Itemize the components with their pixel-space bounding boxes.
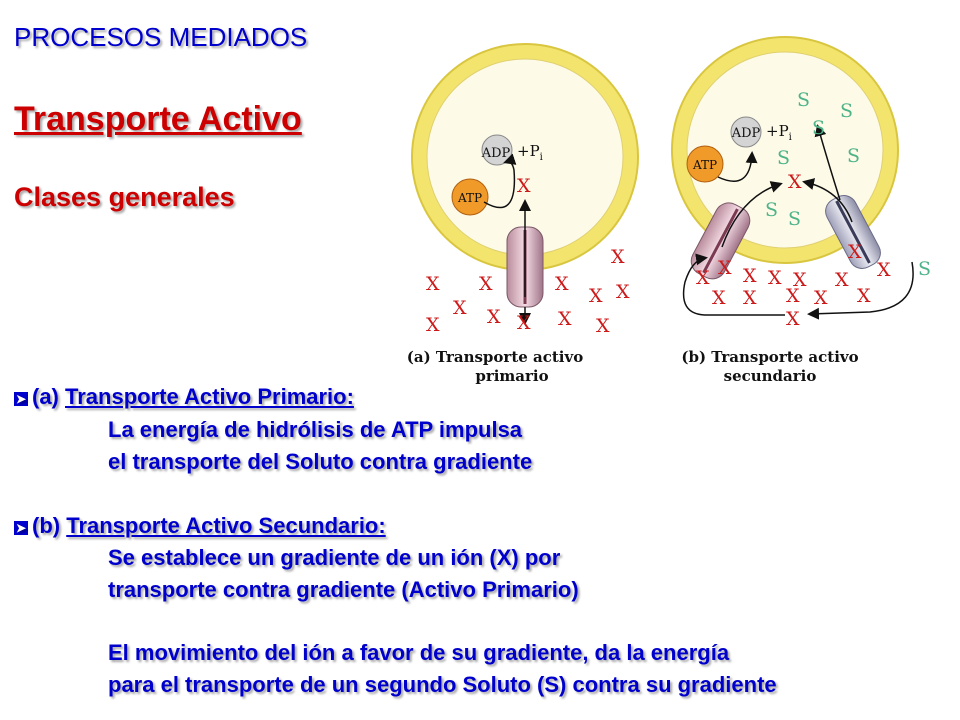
ion-x: X bbox=[558, 308, 572, 330]
ion-x: X bbox=[611, 246, 625, 268]
panel-a bbox=[407, 44, 638, 385]
ion-x: X bbox=[793, 269, 807, 291]
ion-x: X bbox=[848, 241, 862, 263]
ion-x: X bbox=[589, 285, 603, 307]
arrow-bullet-icon: ➤ bbox=[15, 392, 27, 406]
ion-x: X bbox=[718, 257, 732, 279]
bullet-a-prefix: (a) bbox=[32, 384, 59, 409]
bullet-a-line1: La energía de hidrólisis de ATP impulsa bbox=[108, 417, 523, 442]
ion-x: X bbox=[517, 175, 531, 197]
caption-b-line2: secundario bbox=[723, 367, 817, 385]
adp-label-a: ADP bbox=[481, 146, 511, 161]
bullet-b-line2: transporte contra gradiente (Activo Primario) bbox=[108, 577, 579, 602]
subtitle: Clases generales bbox=[14, 182, 235, 212]
pi-label-b: $+P_i$ bbox=[766, 122, 792, 143]
pi-label-a: $+P_i$ bbox=[517, 142, 543, 163]
solute-s: S bbox=[765, 199, 779, 221]
ion-x: X bbox=[835, 269, 849, 291]
ion-x: X bbox=[814, 287, 828, 309]
bullet-b-title: Transporte Activo Secundario: bbox=[66, 513, 386, 538]
bullet-b-line1: Se establece un gradiente de un ión (X) por bbox=[108, 545, 561, 570]
ion-x: X bbox=[857, 285, 871, 307]
ion-x: X bbox=[487, 306, 501, 328]
bullet-a-title: Transporte Activo Primario: bbox=[65, 384, 354, 409]
solute-s: S bbox=[812, 117, 826, 139]
ion-x: X bbox=[596, 315, 610, 337]
solute-s: S bbox=[797, 89, 811, 111]
solute-s: S bbox=[788, 208, 802, 230]
arrow-bullet-icon: ➤ bbox=[15, 521, 27, 535]
bullet-b-line3: El movimiento del ión a favor de su gradiente, da la energía bbox=[108, 640, 730, 665]
ion-x: X bbox=[877, 259, 891, 281]
panel-b bbox=[672, 37, 931, 385]
caption-a-line1: (a) Transporte activo bbox=[406, 348, 584, 366]
solute-s: S bbox=[918, 258, 932, 280]
ion-x: X bbox=[696, 267, 710, 289]
solute-s: S bbox=[847, 145, 861, 167]
ion-x: X bbox=[426, 314, 440, 336]
transport-figure bbox=[400, 22, 960, 392]
ion-x: X bbox=[786, 285, 800, 307]
bullet-b-line4: para el transporte de un segundo Soluto (S) contra su gradiente bbox=[108, 672, 777, 697]
ion-x: X bbox=[743, 287, 757, 309]
solute-s: S bbox=[777, 147, 791, 169]
transport-diagram bbox=[400, 22, 960, 392]
ion-x: X bbox=[453, 297, 467, 319]
bullet-b bbox=[14, 513, 386, 539]
adp-label-b: ADP bbox=[731, 126, 761, 141]
ion-x: X bbox=[743, 265, 757, 287]
ion-x: X bbox=[768, 267, 782, 289]
atp-label-a: ATP bbox=[457, 191, 483, 205]
ion-x: X bbox=[788, 171, 802, 193]
main-title: Transporte Activo bbox=[14, 100, 302, 138]
bullet-a bbox=[14, 384, 354, 410]
bullet-a-line2: el transporte del Soluto contra gradiente bbox=[108, 449, 533, 474]
ion-x: X bbox=[616, 281, 630, 303]
ion-x: X bbox=[517, 312, 531, 334]
ion-x: X bbox=[479, 273, 493, 295]
caption-a-line2: primario bbox=[475, 367, 549, 385]
solute-s: S bbox=[840, 100, 854, 122]
ion-x: X bbox=[712, 287, 726, 309]
atp-label-b: ATP bbox=[692, 158, 718, 172]
caption-b-line1: (b) Transporte activo bbox=[681, 348, 859, 366]
ion-x: X bbox=[426, 273, 440, 295]
bullet-b-prefix: (b) bbox=[32, 513, 61, 538]
section-title: PROCESOS MEDIADOS bbox=[14, 22, 308, 52]
ion-x: X bbox=[555, 273, 569, 295]
ion-x: X bbox=[786, 308, 800, 330]
